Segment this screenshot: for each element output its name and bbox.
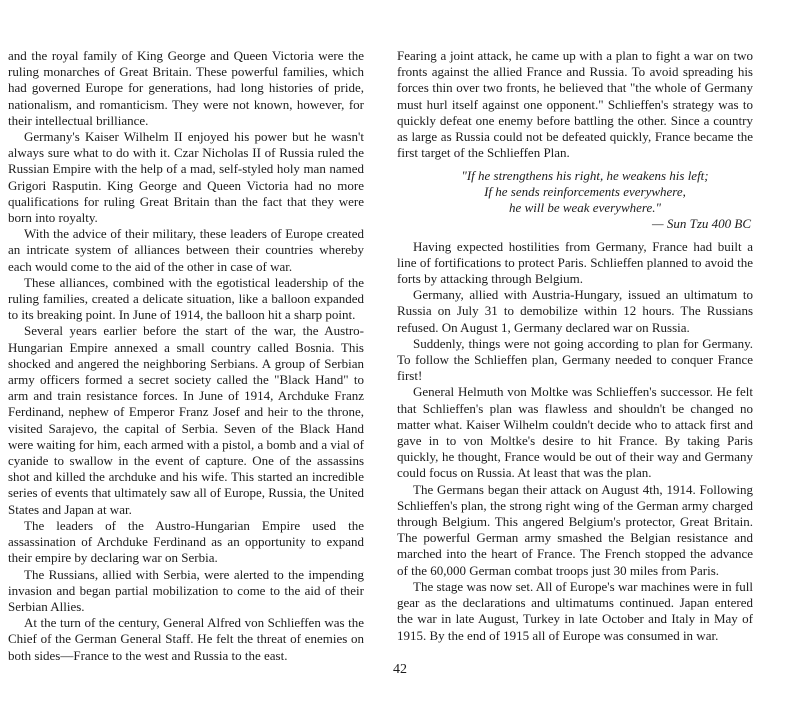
paragraph: Several years earlier before the start of the war, the Austro-Hungarian Empire annexed a small country called Bosnia. This shocked and angered the neighboring Serbians. A group of Serbian army officers formed a secret society called the "Black Hand" to arm and train resistance forces. In June of 1914, Archduke Franz Ferdinand, nephew of Emperor Franz Josef and heir to the throne, visited Sarajevo, the capital of Serbia. Seven of the Black Hand were waiting for him, each armed with a pistol, a bomb and a vial of cyanide to swallow in the event of capture. One of the assassins shot and killed the archduke and his wife. This started an incredible series of events that ultimately saw all of Europe, Russia, the United States and Japan at war. <box>8 323 364 517</box>
paragraph: The stage was now set. All of Europe's war machines were in full gear as the declarations and ultimatums continued. Japan entered the war in late August, Turkey in late October and Italy in May of 1915. By the end of 1915 all of Europe was consumed in war. <box>397 578 753 643</box>
paragraph: General Helmuth von Moltke was Schlieffen's successor. He felt that Schlieffen's plan was flawless and shouldn't be changed no matter what. Kaiser Wilhelm couldn't decide who to attack first and gave in to von Moltke's desire to hit France. By taking Paris quickly, he thought, France would be out of their way and Germany could focus on Russia. At least that was the plan. <box>397 384 753 481</box>
paragraph: At the turn of the century, General Alfred von Schlieffen was the Chief of the German General Staff. He felt the threat of enemies on both sides—France to the west and Russia to the east. <box>8 615 364 663</box>
paragraph: Germany, allied with Austria-Hungary, issued an ultimatum to Russia on July 31 to demobilize within 12 hours. The Russians refused. On August 1, Germany declared war on Russia. <box>397 287 753 335</box>
paragraph: The Germans began their attack on August 4th, 1914. Following Schlieffen's plan, the strong right wing of the German army charged through Belgium. This angered Belgium's protector, Great Britain. The powerful German army smashed the Belgian resistance and marched into the heart of France. The French stopped the advance of the 60,000 German combat troops just 30 miles from Paris. <box>397 481 753 578</box>
paragraph: The leaders of the Austro-Hungarian Empire used the assassination of Archduke Ferdinand as an opportunity to expand their empire by declaring war on Serbia. <box>8 517 364 566</box>
paragraph: Suddenly, things were not going according to plan for Germany. To follow the Schlieffen plan, Germany needed to conquer France first! <box>397 335 753 384</box>
right-column <box>397 48 753 644</box>
paragraph: These alliances, combined with the egotistical leadership of the ruling families, created a delicate situation, like a balloon expanded to its breaking point. In June of 1914, the balloon hit a sharp point. <box>8 274 364 323</box>
paragraph: and the royal family of King George and Queen Victoria were the ruling monarches of Great Britain. These powerful families, which had governed Europe for generations, had long histories of pride, nationalism, and romanticism. They were not known, however, for their intellectual brilliance. <box>8 48 364 128</box>
left-column <box>8 48 364 664</box>
paragraph: Having expected hostilities from Germany, France had built a line of fortifications to protect Paris. Schlieffen planned to avoid the forts by attacking through Belgium. <box>397 238 753 287</box>
quote-line: "If he strengthens his right, he weakens his left; <box>461 168 709 184</box>
paragraph: The Russians, allied with Serbia, were alerted to the impending invasion and began partial mobilization to come to the aid of their Serbian Allies. <box>8 566 364 614</box>
paragraph: With the advice of their military, these leaders of Europe created an intricate system of alliances between their countries whereby each would come to the aid of the other in case of war. <box>8 226 364 274</box>
epigraph-quote <box>397 168 753 216</box>
paragraph: Germany's Kaiser Wilhelm II enjoyed his power but he wasn't always sure what to do with it. Czar Nicholas II of Russia ruled the Russian Empire with the help of a mad, self-styled holy man named Grigori Rasputin. King George and Queen Victoria had no more qualifications for ruling Great Britain than the fact that they were born into royalty. <box>8 129 364 226</box>
quote-attribution: — Sun Tzu 400 BC <box>652 216 751 232</box>
paragraph: Fearing a joint attack, he came up with a plan to fight a war on two fronts against the allied France and Russia. To avoid spreading his forces thin over two fronts, he believed that "the whole of Germany must hurl itself against one opponent." Schlieffen's strategy was to quickly defeat one enemy before battling the other. Since a country as large as Russia could not be defeated quickly, France became the first target of the Schlieffen Plan. <box>397 48 753 161</box>
quote-line: he will be weak everywhere." <box>509 200 661 216</box>
quote-line: If he sends reinforcements everywhere, <box>484 184 686 200</box>
page-number: 42 <box>393 662 407 677</box>
